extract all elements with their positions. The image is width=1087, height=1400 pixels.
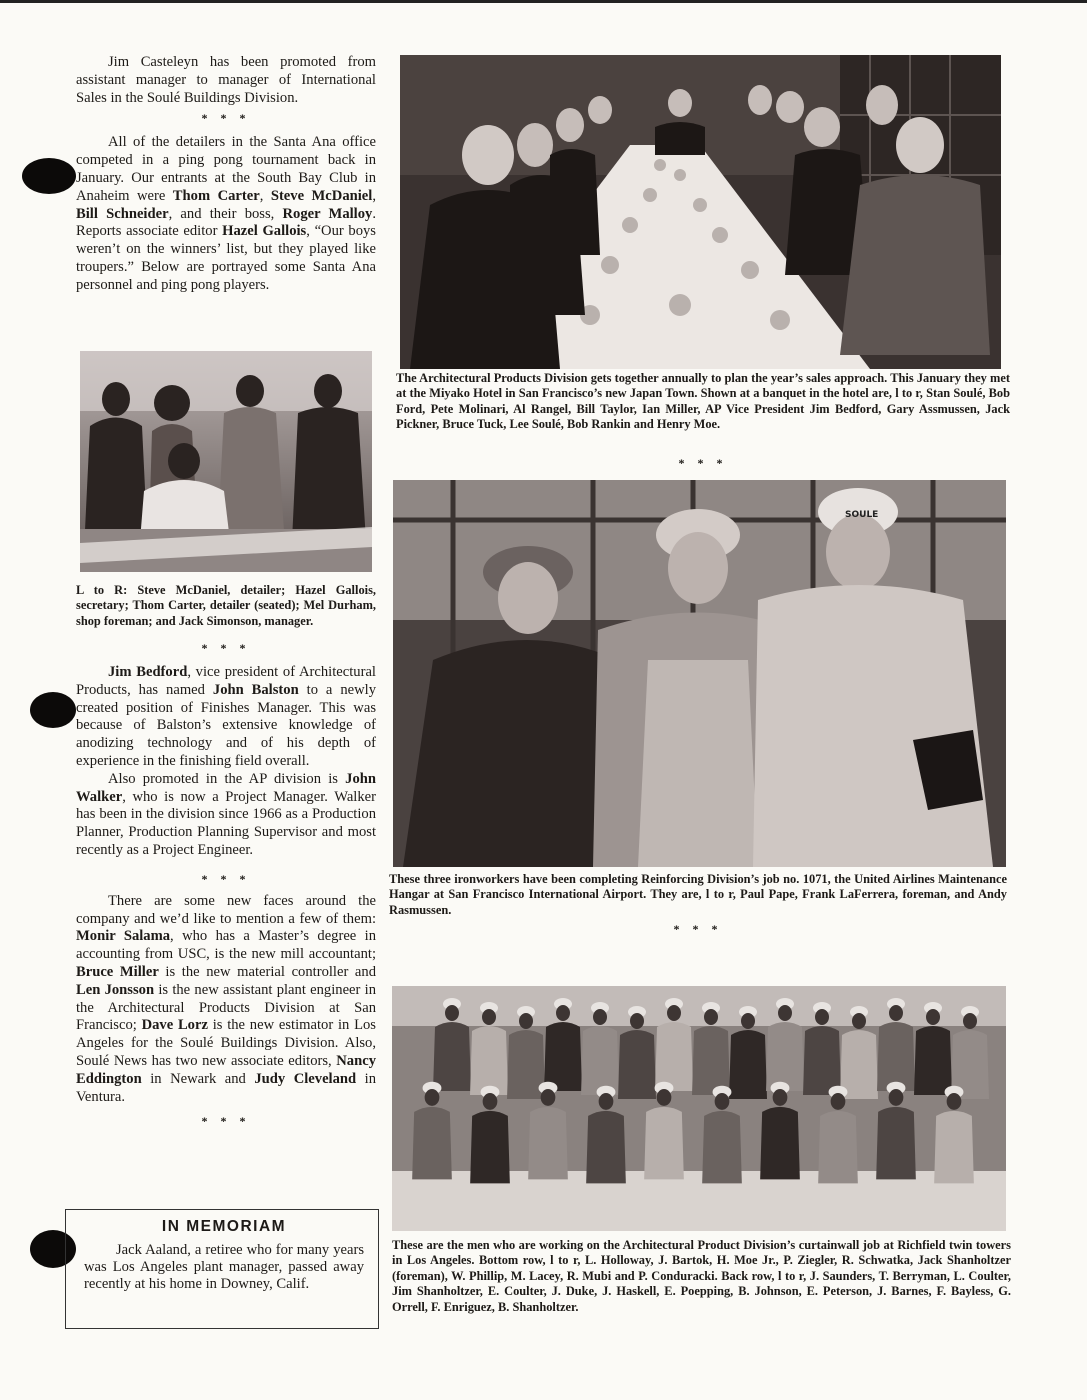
photo-ironworkers-image <box>393 480 1006 867</box>
separator: * * * <box>201 641 251 655</box>
photo-banquet <box>400 55 1001 369</box>
photo-banquet-image <box>400 55 1001 369</box>
name-thom-carter: Thom Carter <box>172 187 260 204</box>
photo-santa-ana-group <box>80 351 372 572</box>
caption-curtainwall-crew: These are the men who are working on the Architectural Product Division’s curtainwall job at Richfield twin towers in Los Angeles. Bottom row, l to r, L. Holloway, J. Bartok, H. Moe Jr., P. Ziegler, R. Schwatka, Jack Shanholtzer (foreman), W. Phillip, M. Lacey, R. Mubi and P. Conduracki. Back row, l to r, J. Saunders, T. Berryman, L. Coulter, Jim Shanholtzer, E. Coulter, J. Duke, J. Haskell, E. Poepping, B. Johnson, E. Peterson, J. Barnes, F. Bayless, G. Orrell, F. Enriguez, B. Shanholtzer. <box>392 1238 1011 1314</box>
name-steve-mcdaniel: Steve McDaniel <box>270 187 373 204</box>
in-memoriam-box <box>65 1209 379 1329</box>
left-column-middle <box>76 664 376 1129</box>
binder-hole-middle <box>30 692 76 728</box>
photo-ironworkers <box>393 480 1006 867</box>
name-bruce-miller: Bruce Miller <box>76 963 159 980</box>
paragraph-ping-pong: All of the detailers in the Santa Ana office competed in a ping pong tournament back in January. Our entrants at the South Bay Club in Anaheim were Thom Carter, Steve McDaniel, Bill Schneider, and their boss, Roger Malloy. Reports associate editor Hazel Gallois, “Our boys weren’t on the winners’ list, but they played like troupers.” Below are portrayed some Santa Ana personnel and ping pong players. <box>76 134 376 293</box>
separator: * * * <box>201 1114 251 1129</box>
name-judy-cleveland: Judy Cleveland <box>254 1070 357 1087</box>
name-john-walker: John Walker <box>76 770 376 805</box>
name-hazel-gallois: Hazel Gallois <box>222 223 307 240</box>
caption-santa-ana: L to R: Steve McDaniel, detailer; Hazel Gallois, secretary; Thom Carter, detailer (seated); Mel Durham, shop foreman; and Jack Simonson, manager. <box>76 583 376 628</box>
name-bill-schneider: Bill Schneider <box>76 205 169 222</box>
name-dave-lorz: Dave Lorz <box>141 1017 208 1034</box>
left-column <box>76 54 376 295</box>
name-roger-malloy: Roger Malloy <box>282 205 373 222</box>
photo-santa-ana-image <box>80 351 372 572</box>
separator: * * * <box>201 111 251 126</box>
caption-ironworkers: These three ironworkers have been completing Reinforcing Division’s job no. 1071, the United Airlines Maintenance Hangar at San Francisco International Airport. They are, l to r, Paul Pape, Frank LaFerrera, foreman, and Andy Rasmussen. <box>389 872 1007 917</box>
separator: * * * <box>201 871 251 886</box>
name-john-balston: John Balston <box>212 681 299 698</box>
paragraph-bedford: Jim Bedford, vice president of Architectural Products, has named John Balston to a newly created position of Finishes Manager. This was because of Balston’s extensive knowledge of anodizing technology and of his depth of experience in the finishing field overall. <box>76 664 376 769</box>
page-top-edge <box>0 0 1087 3</box>
paragraph-walker: Also promoted in the AP division is John Walker, who is now a Project Manager. Walker has been in the division since 1966 as a Production Planner, Production Planning Supervisor and most recently as a Project Engineer. <box>76 770 376 858</box>
paragraph-casteleyn: Jim Casteleyn has been promoted from assistant manager to manager of International Sales in the Soulé Buildings Division. <box>76 54 376 106</box>
name-len-jonsson: Len Jonsson <box>76 981 155 998</box>
paragraph-new-faces: There are some new faces around the company and we’d like to mention a few of them: Monir Salama, who has a Master’s degree in accounting from USC, is the new mill accountant; Bruce Miller is the new material controller and Len Jonsson is the new assistant plant engineer in the Architectural Products Division at San Francisco; Dave Lorz is the new estimator in Los Angeles for the Soulé Buildings Division. Also, Soulé News has two new associate editors, Nancy Eddington in Newark and Judy Cleveland in Ventura. <box>76 892 376 1105</box>
photo-crew-image <box>392 986 1006 1231</box>
name-monir-salama: Monir Salama <box>76 928 171 945</box>
in-memoriam-heading: IN MEMORIAM <box>161 1218 287 1235</box>
photo-curtainwall-crew <box>392 986 1006 1231</box>
hard-hat-label: SOULE <box>845 510 879 520</box>
caption-banquet: The Architectural Products Division gets together annually to plan the year’s sales approach. This January they met at the Miyako Hotel in San Francisco’s new Japan Town. Shown at a banquet in the hotel are, l to r, Stan Soulé, Bob Ford, Pete Molinari, Al Rangel, Bill Taylor, Ian Miller, AP Vice President Jim Bedford, Gary Assmussen, Jack Pickner, Bruce Tuck, Lee Soulé, Bob Rankin and Henry Moe. <box>396 371 1010 432</box>
name-nancy-eddington: Nancy Eddington <box>76 1052 376 1087</box>
in-memoriam-text: Jack Aaland, a retiree who for many years was Los Angeles plant manager, passed away recently at his home in Downey, Calif. <box>84 1242 364 1292</box>
binder-hole-top <box>22 158 76 194</box>
separator: * * * <box>673 922 723 936</box>
name-jim-bedford: Jim Bedford <box>108 664 188 680</box>
separator: * * * <box>678 456 728 470</box>
